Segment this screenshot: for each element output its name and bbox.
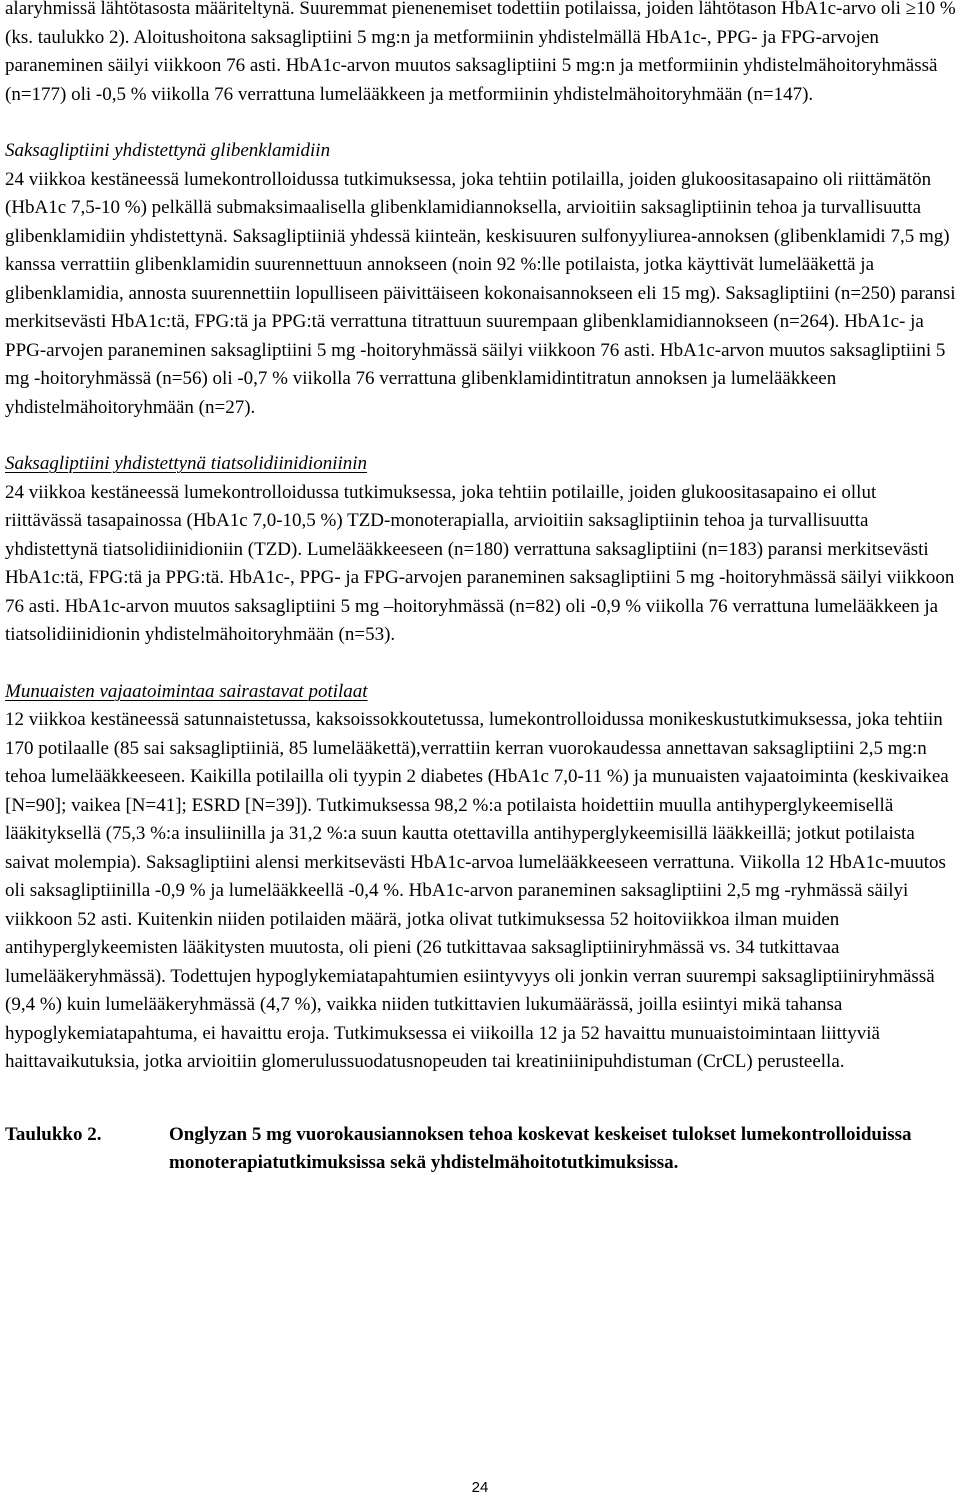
section-heading: Saksagliptiini yhdistettynä glibenklamidiin — [5, 140, 331, 161]
section-text: 24 viikkoa kestäneessä lumekontrolloidussa tutkimuksessa, joka tehtiin potilaille, joiden glukoositasapaino ei ollut riittävässä tasapainossa (HbA1c 7,0-10,5 %) TZD-monoterapialla, arvioitiin saksagliptiinin tehoa ja turvallisuutta yhdistettynä tiatsolidiinidioniin (TZD). Lumelääkkeeseen (n=180) verrattuna saksagliptiini (n=183) paransi merkitsevästi HbA1c:tä, FPG:tä ja PPG:tä. HbA1c-, PPG- ja FPG-arvojen paraneminen saksagliptiini 5 mg -hoitoryhmässä säilyi viikkoon 76 asti. HbA1c-arvon muutos saksagliptiini 5 mg –hoitoryhmässä (n=82) oli -0,9 % viikolla 76 verrattuna lumelääkkeen ja tiatsolidiinidionin yhdistelmähoitoryhmään (n=53). — [5, 481, 955, 645]
table-caption-label: Taulukko 2. — [5, 1123, 102, 1145]
section-text: 12 viikkoa kestäneessä satunnaistetussa, kaksoissokkoutetussa, lumekontrolloidussa monikeskustutkimuksessa, joka tehtiin 170 potilaalle (85 sai saksagliptiiniä, 85 lumelääkettä),verrattiin kerran vuorokaudessa annettavan saksagliptiini 2,5 mg:n tehoa lumelääkkeeseen. Kaikilla potilailla oli tyypin 2 diabetes (HbA1c 7,0-11 %) ja munuaisten vajaatoiminta (keskivaikea [N=90]; vaikea [N=41]; ESRD [N=39]). Tutkimuksessa 98,2 %:a potilaista hoidettiin muulla antihyperglykeemisellä lääkityksellä (75,3 %:a insuliinilla ja 31,2 %:a suun kautta otettavilla antihyperglykeemisillä lääkkeillä; jotkut potilaista saivat molempia). Saksagliptiini alensi merkitsevästi HbA1c-arvoa lumelääkkeeseen verrattuna. Viikolla 12 HbA1c-muutos oli saksagliptiinilla -0,9 % ja lumelääkkeellä -0,4 %. HbA1c-arvon paraneminen saksagliptiini 2,5 mg -ryhmässä säilyi viikkoon 52 asti. Kuitenkin niiden potilaiden määrä, jotka olivat tutkimuksessa 52 hoitoviikkoa ilman muiden antihyperglykeemisten lääkitysten muutosta, oli pieni (26 tutkittavaa saksagliptiiniryhmässä vs. 34 tutkittavaa lumelääkeryhmässä). Todettujen hypoglykemiatapahtumien esiintyvyys oli jonkin verran suurempi saksagliptiiniryhmässä (9,4 %) kuin lumelääkeryhmässä (4,7 %), vaikka niiden tutkittavien lukumäärässä, joilla esiintyi mikä tahansa hypoglykemiatapahtuma, ei havaittu eroja. Tutkimuksessa ei viikoilla 12 ja 52 havaittu munuaistoimintaan liittyviä haittavaikutuksia, jotka arvioitiin glomerulussuodatusnopeuden tai kreatiniinipuhdistuman (CrCL) perusteella. — [5, 709, 949, 1072]
document-page — [5, 0, 957, 1178]
section-heading: Saksagliptiini yhdistettynä tiatsolidiinidioniinin — [5, 453, 368, 474]
table-caption — [5, 1121, 957, 1178]
intro-paragraph: alaryhmissä lähtötasosta määriteltynä. Suuremmat pienenemiset todettiin potilaissa, joiden lähtötason HbA1c-arvo oli ≥10 % (ks. taulukko 2). Aloitushoitona saksagliptiini 5 mg:n ja metformiinin yhdistelmällä HbA1c-, PPG- ja FPG-arvojen paraneminen säilyi viikkoon 76 asti. HbA1c-arvon muutos saksagliptiini 5 mg:n ja metformiinin yhdistelmähoitoryhmässä (n=177) oli -0,5 % viikolla 76 verrattuna lumelääkkeen ja metformiinin yhdistelmähoitoryhmään (n=147). — [5, 0, 956, 105]
section-glibenclamide — [5, 137, 957, 422]
section-text: 24 viikkoa kestäneessä lumekontrolloidussa tutkimuksessa, joka tehtiin potilailla, joiden glukoositasapaino oli riittämätön (HbA1c 7,5-10 %) pelkällä submaksimaalisella glibenklamidiannoksella, arvioitiin saksagliptiinin tehoa ja turvallisuutta glibenklamidiin yhdistettynä. Saksagliptiiniä yhdessä kiinteän, keskisuuren sulfonyyliurea-annoksen (glibenklamidi 7,5 mg) kanssa verrattiin glibenklamidin suurennettuun annokseen (noin 92 %:lle potilaista, jotka käyttivät lumelääkettä ja glibenklamidia, annosta suurennettiin lopulliseen päivittäiseen kokonaisannokseen eli 15 mg). Saksagliptiini (n=250) paransi merkitsevästi HbA1c:tä, FPG:tä ja PPG:tä verrattuna titrattuun suurempaan glibenklamidiannokseen (n=264). HbA1c- ja PPG-arvojen paraneminen saksagliptiini 5 mg -hoitoryhmässä säilyi viikkoon 76 asti. HbA1c-arvon muutos saksagliptiini 5 mg -hoitoryhmässä (n=56) oli -0,7 % viikolla 76 verrattuna glibenklamidintitratun annoksen ja lumelääkkeen yhdistelmähoitoryhmään (n=27). — [5, 168, 956, 418]
section-renal-impairment — [5, 678, 957, 1077]
page-number: 24 — [471, 1479, 489, 1496]
table-caption-title: Onglyzan 5 mg vuorokausiannoksen tehoa koskevat keskeiset tulokset lumekontrolloiduissa monoterapiatutkimuksissa sekä yhdistelmähoitotutkimuksissa. — [169, 1123, 912, 1173]
section-heading: Munuaisten vajaatoimintaa sairastavat potilaat — [5, 680, 368, 702]
section-thiazolidinedione — [5, 450, 957, 650]
